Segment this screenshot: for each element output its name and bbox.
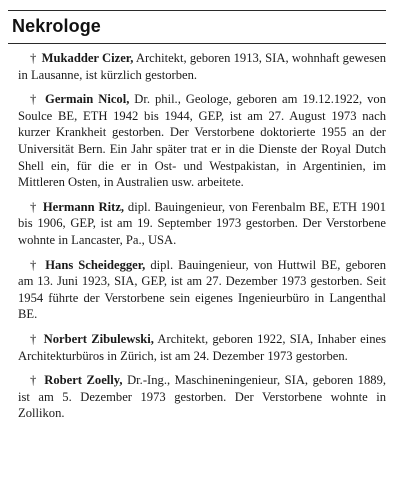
deceased-name: Mukadder Cizer, bbox=[41, 51, 134, 65]
cross-symbol: † bbox=[30, 92, 39, 107]
cross-symbol: † bbox=[30, 373, 38, 388]
obituary-entry bbox=[18, 91, 386, 191]
obituary-entry bbox=[18, 50, 386, 83]
obituary-text: Dr. phil., Geologe, geboren am 19.12.1922, von Soulce BE, ETH 1942 bis 1944, GEP, ist am 27. August 1973 nach kurzer Krankheit gestorben. Der Verstorbene doktorierte 1955 an der Universität Bern. Ein Jahr später trat er in die Dienste der Royal Dutch Shell ein, für die er in Ost- und Westpakistan, in Argentinien, im Mittleren Osten, in Australien usw. arbeitete. bbox=[18, 92, 386, 190]
obituary-entry bbox=[18, 331, 386, 364]
obituary-entry bbox=[18, 372, 386, 422]
deceased-name: Norbert Zibulewski, bbox=[43, 331, 154, 346]
cross-symbol: † bbox=[30, 331, 38, 346]
obituary-entry bbox=[18, 257, 386, 323]
obituary-entry bbox=[18, 199, 386, 249]
obituary-list bbox=[18, 50, 386, 430]
obituary-text: Architekt, geboren 1922, SIA, Inhaber eines Architekturbüros in Zürich, ist am 24. Dezember 1973 gestorben. bbox=[18, 331, 387, 363]
obituary-text: dipl. Bauingenieur, von Huttwil BE, geboren am 13. Juni 1923, SIA, GEP, ist am 27. Dezember 1973 gestorben. Seit 1954 führte der Verstorbene sein eigenes Ingenieurbüro in Langenthal BE. bbox=[18, 257, 387, 322]
obituary-text: Dr.-Ing., Maschineningenieur, SIA, geboren 1889, ist am 5. Dezember 1973 gestorben. Der Verstorbene wohnte in Zollikon. bbox=[18, 373, 387, 421]
deceased-name: Robert Zoelly, bbox=[44, 373, 123, 388]
cross-symbol: † bbox=[30, 199, 38, 214]
section-heading-bar bbox=[8, 10, 386, 44]
obituary-text: Architekt, geboren 1913, SIA, wohnhaft gewesen in Lausanne, ist kürzlich gestorben. bbox=[18, 51, 387, 82]
obituary-text: dipl. Bauingenieur, von Ferenbalm BE, ETH 1901 bis 1906, GEP, ist am 19. September 1973 gestorben. Der Verstorbene wohnte in Lancaster, Pa., USA. bbox=[18, 199, 386, 247]
cross-symbol: † bbox=[30, 51, 37, 65]
deceased-name: Germain Nicol, bbox=[45, 92, 130, 107]
cross-symbol: † bbox=[30, 257, 39, 272]
section-title: Nekrologe bbox=[12, 16, 101, 36]
deceased-name: Hans Scheidegger, bbox=[45, 257, 146, 272]
deceased-name: Hermann Ritz, bbox=[42, 199, 125, 214]
